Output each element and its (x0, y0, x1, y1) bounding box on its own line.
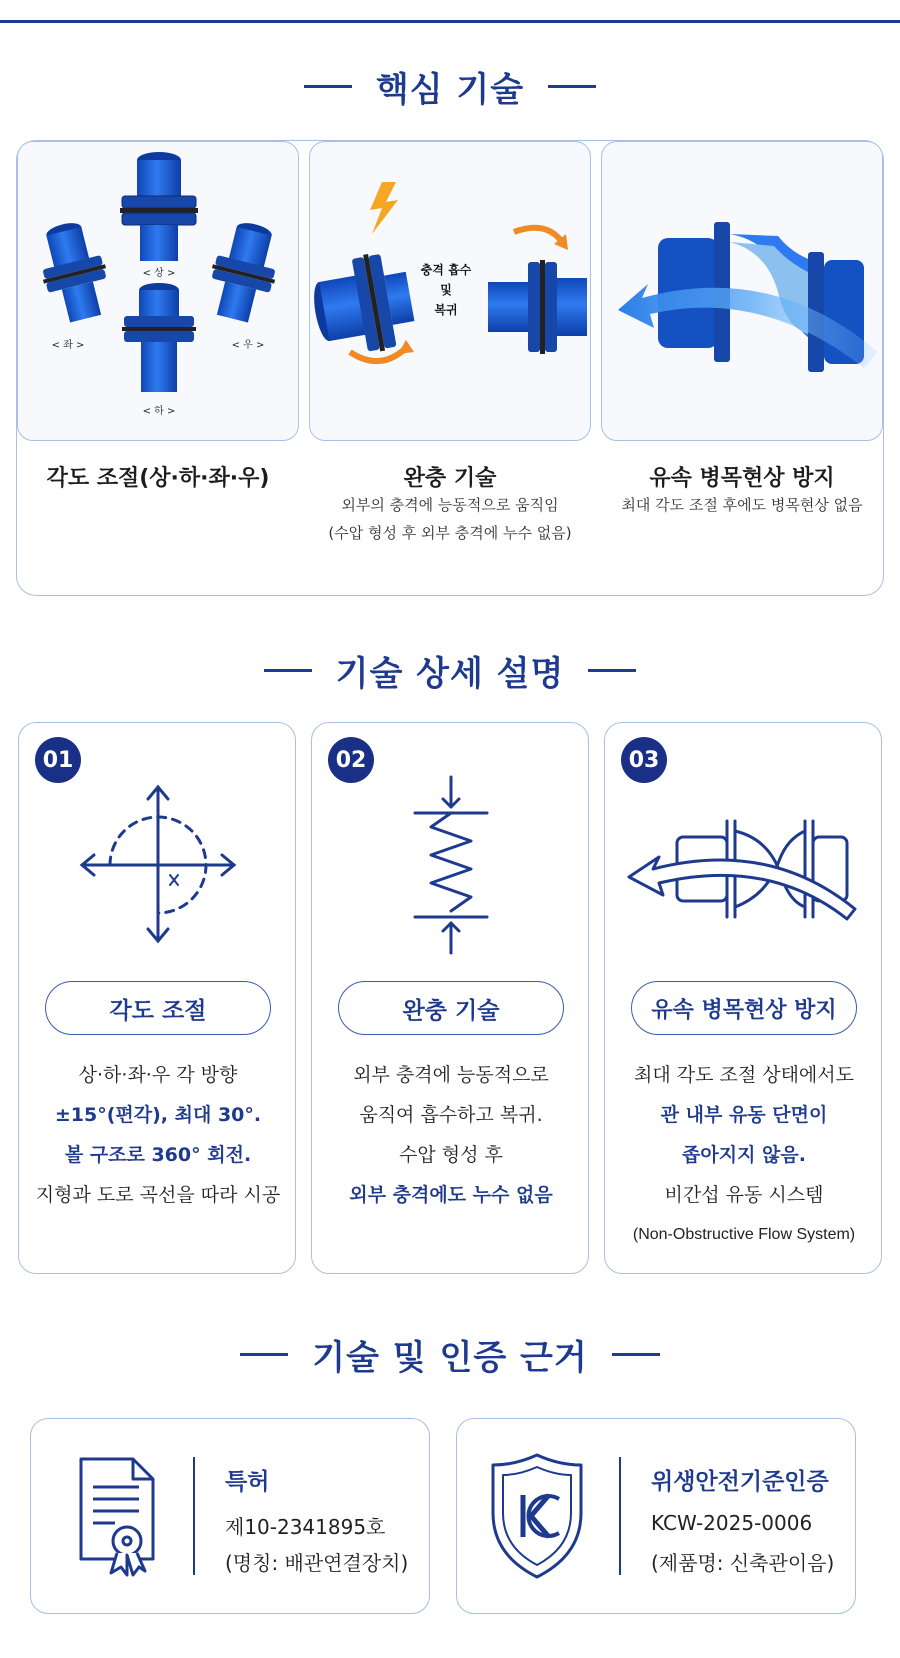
title-dash-right (612, 1353, 660, 1356)
label-bottom: < 하 > (142, 406, 176, 417)
detail-line-english: (Non-Obstructive Flow System) (632, 1226, 856, 1243)
angle-pipes-illustration (18, 142, 299, 441)
label-top: < 상 > (142, 268, 176, 279)
overlay-text-1: 충격 흡수 (420, 263, 472, 277)
lightning-icon (370, 182, 398, 234)
detail-card-shock (311, 722, 589, 1274)
core-section-title (0, 62, 900, 111)
overlay-text-3: 복귀 (434, 303, 458, 317)
pipe-bottom (122, 283, 196, 392)
pipe-right (201, 217, 287, 327)
feature-title-angle: 각도 조절(상·하·좌·우) (46, 466, 270, 491)
detail-card-flow (604, 722, 882, 1274)
detail-line: 수압 형성 후 (399, 1144, 503, 1166)
detail-section-title (0, 646, 900, 695)
title-dash-left (304, 85, 352, 88)
rotate-arrow-icon (514, 228, 562, 242)
step-number-badge: 01 (35, 737, 81, 783)
flow-pipe-illustration (602, 142, 883, 441)
shock-pipes-illustration (310, 142, 591, 441)
cert-divider (619, 1457, 621, 1575)
flow-pipe-icon (619, 791, 869, 941)
cert-title: 기술 및 인증 근거 (312, 1338, 588, 1378)
detail-pill-angle: 각도 조절 (45, 981, 271, 1035)
detail-card-angle (18, 722, 296, 1274)
pipe-right-horizontal (488, 260, 587, 354)
angle-adjust-image (17, 141, 299, 441)
title-dash-left (240, 1353, 288, 1356)
detail-line: 최대 각도 조절 상태에서도 (633, 1064, 854, 1086)
pipe-left (31, 217, 117, 327)
cert-patent-title: 특허 (225, 1469, 270, 1495)
pipe-left-horizontal (310, 248, 419, 361)
cert-kc-title: 위생안전기준인증 (651, 1469, 829, 1495)
return-arrow-icon (350, 348, 406, 361)
detail-line-highlight: 외부 충격에도 누수 없음 (349, 1184, 553, 1206)
detail-line-highlight: 볼 구조로 360° 회전. (64, 1144, 252, 1166)
detail-line: 비간섭 유동 시스템 (664, 1184, 824, 1206)
spring-icon (401, 773, 501, 957)
feature-desc-shock-2: (수압 형성 후 외부 충격에 누수 없음) (328, 524, 572, 542)
cert-divider (193, 1457, 195, 1575)
cert-patent-name: (명칭: 배관연결장치) (225, 1551, 409, 1575)
step-number-badge: 03 (621, 737, 667, 783)
kc-shield-icon (487, 1451, 587, 1583)
feature-title-flow: 유속 병목현상 방지 (649, 466, 835, 491)
shock-absorb-image (309, 141, 591, 441)
overlay-text-2: 및 (440, 283, 452, 297)
label-right: < 우 > (231, 340, 265, 351)
patent-document-icon (75, 1455, 165, 1579)
flow-image (601, 141, 883, 441)
core-features-card (16, 140, 884, 596)
detail-line: 지형과 도로 곡선을 따라 시공 (35, 1184, 281, 1206)
detail-line: 움직여 흡수하고 복귀. (359, 1104, 543, 1126)
detail-line-highlight: ±15°(편각), 최대 30°. (54, 1104, 262, 1126)
feature-title-shock: 완충 기술 (403, 466, 497, 491)
cert-card-patent (30, 1418, 430, 1614)
feature-desc-flow-1: 최대 각도 조절 후에도 병목현상 없음 (621, 496, 863, 514)
title-dash-right (548, 85, 596, 88)
detail-pill-shock: 완충 기술 (338, 981, 564, 1035)
detail-title: 기술 상세 설명 (335, 654, 565, 694)
cert-patent-number: 제10-2341895호 (225, 1515, 386, 1539)
detail-line: 외부 충격에 능동적으로 (353, 1064, 549, 1086)
feature-desc-shock-1: 외부의 충격에 능동적으로 움직임 (341, 496, 559, 514)
title-dash-left (264, 669, 312, 672)
detail-pill-flow: 유속 병목현상 방지 (631, 981, 857, 1035)
core-title: 핵심 기술 (375, 70, 525, 110)
cert-card-kc (456, 1418, 856, 1614)
step-number-badge: 02 (328, 737, 374, 783)
detail-line-highlight: 관 내부 유동 단면이 (660, 1104, 828, 1126)
header-divider (0, 20, 900, 23)
pipe-top (120, 152, 198, 261)
label-left: < 좌 > (51, 340, 85, 351)
angle-axes-icon (66, 773, 250, 957)
detail-line-highlight: 좁아지지 않음. (682, 1144, 806, 1166)
detail-line: 상·하·좌·우 각 방향 (78, 1064, 238, 1086)
cert-kc-number: KCW-2025-0006 (651, 1511, 813, 1535)
title-dash-right (588, 669, 636, 672)
cert-kc-product: (제품명: 신축관이음) (651, 1551, 835, 1575)
cert-section-title (0, 1330, 900, 1379)
